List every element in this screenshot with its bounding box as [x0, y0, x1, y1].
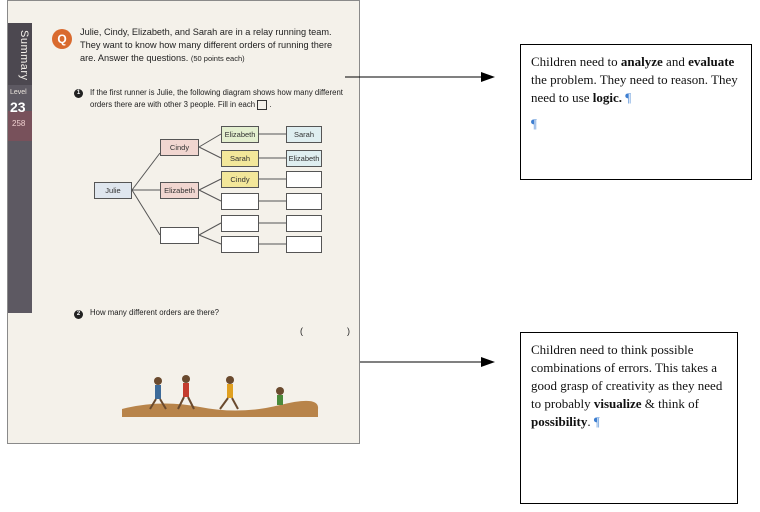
q1-number-icon: 1	[74, 89, 83, 98]
answer-close-paren: )	[347, 326, 350, 336]
answer-open-paren: (	[300, 326, 303, 336]
page-number: 258	[12, 119, 26, 128]
note-text: and	[662, 54, 689, 69]
pilcrow-icon: ¶	[625, 90, 632, 105]
note-box-logic	[520, 44, 752, 180]
note-text: Children need to think possible combinations of errors. This takes a good grasp of creativity as they need to probably	[531, 342, 723, 411]
tree-l1-box: Elizabeth	[160, 182, 199, 199]
tree-l2-box: Sarah	[221, 150, 259, 167]
note-paragraph	[531, 53, 741, 107]
q2-number-icon: 2	[74, 310, 83, 319]
points-text: (50 points each)	[190, 54, 245, 63]
pilcrow-icon: ¶	[531, 116, 537, 131]
note-bold-text: possibility	[531, 414, 588, 429]
tree-l1-box: Cindy	[160, 139, 199, 156]
level-label: Level	[10, 89, 27, 96]
tree-l3-box: Sarah	[286, 126, 322, 143]
note-box-creativity	[520, 332, 738, 504]
sidebar-summary-label: Summary	[18, 29, 30, 81]
note-paragraph	[531, 341, 727, 431]
note-bold-text: analyze	[620, 54, 663, 69]
question-body: Julie, Cindy, Elizabeth, and Sarah are in a relay running team. They want to know how many different orders of running there are. Answer the questions.	[80, 27, 333, 63]
pilcrow-icon: ¶	[593, 414, 600, 429]
note-text: & think of	[641, 396, 699, 411]
level-number: 23	[10, 99, 26, 115]
tree-l2-box: Elizabeth	[221, 126, 259, 143]
tree-l2-box: Cindy	[221, 171, 259, 188]
note-bold-text: logic.	[592, 90, 622, 105]
note-text: .	[587, 414, 591, 429]
note-bold-text: evaluate	[688, 54, 735, 69]
q1-text: If the first runner is Julie, the following diagram shows how many different orders there are with other 3 people. Fill in each .	[90, 88, 343, 109]
question-badge-icon: Q	[52, 29, 72, 49]
q1-body: If the first runner is Julie, the following diagram shows how many different orders there are with other 3 people. Fill in each	[90, 88, 343, 109]
note-empty-paragraph	[531, 115, 741, 133]
q2-text: How many different orders are there?	[90, 308, 220, 317]
note-bold-text: visualize	[593, 396, 642, 411]
note-text: the problem. They need to reason. They need to use	[531, 72, 738, 105]
tree-l3-box: Elizabeth	[286, 150, 322, 167]
note-text: Children need to	[531, 54, 621, 69]
tree-root-julie: Julie	[94, 182, 132, 199]
